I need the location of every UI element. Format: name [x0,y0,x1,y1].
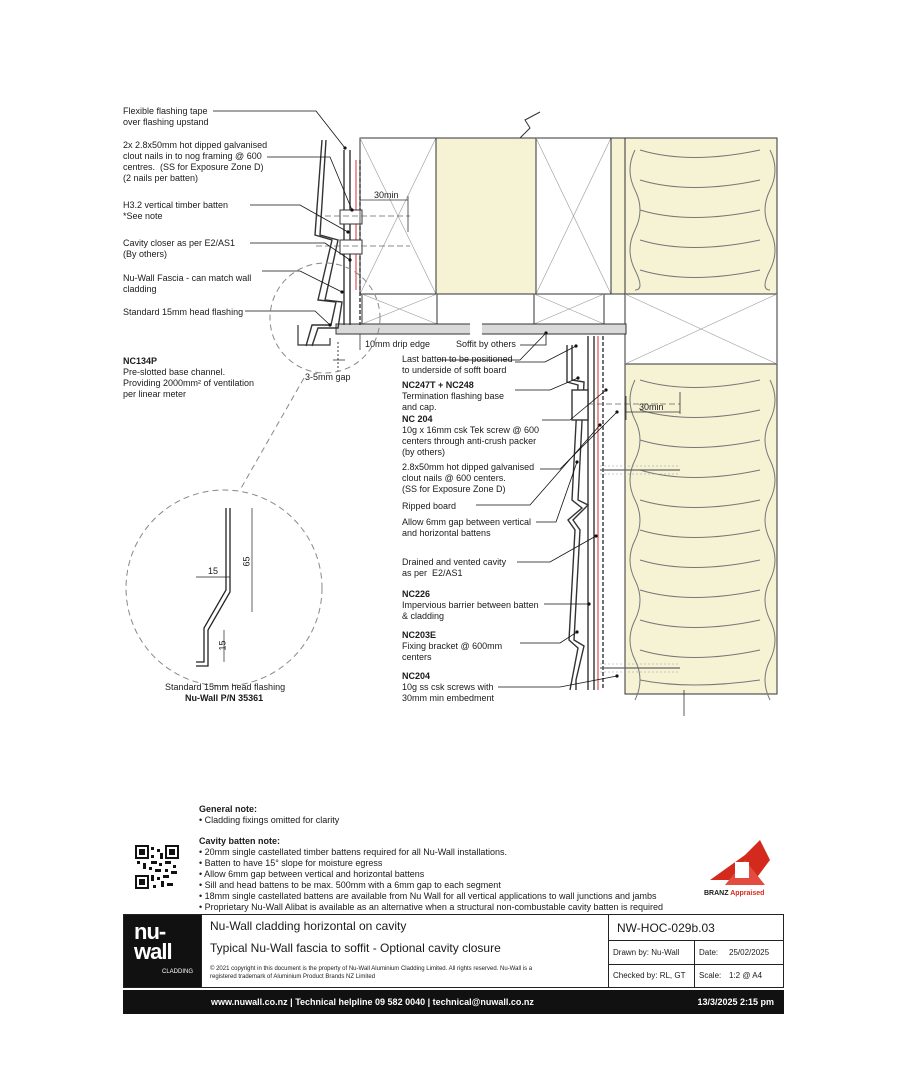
label-gap: 3-5mm gap [305,372,351,382]
label-drained-cavity: Drained and vented cavity as per E2/AS1 [402,557,507,578]
label-last-batten: Last batten to be positioned to underside of sofft board [402,354,513,375]
label-nc226-desc: Impervious barrier between batten & cladding [402,600,539,621]
drawing-number-cell [608,915,783,941]
drawn-by-cell: Drawn by: Nu-Wall [608,941,694,965]
label-nc204-code: NC 204 [402,414,433,424]
footer-timestamp: 13/3/2025 2:15 pm [697,997,774,1007]
label-soffit: Soffit by others [456,339,516,349]
label-nc204-desc: 10g x 16mm csk Tek screw @ 600 centers through anti-crush packer (by others) [402,425,540,457]
label-clout-nails-lower: 2.8x50mm hot dipped galvanised clout nails @ 600 centers. (SS for Exposure Zone D) [402,462,535,494]
label-ripped-board: Ripped board [402,501,457,511]
label-nc203e-desc: Fixing bracket @ 600mm centers [402,641,503,662]
label-cavity-closer: Cavity closer as per E2/AS1 (By others) [123,238,236,259]
detail-dim-65: 65 [241,556,252,567]
dim-30min-top: 30min [374,190,399,200]
label-nc204b-code: NC204 [402,671,431,681]
label-head-flashing: Standard 15mm head flashing [123,307,244,317]
checked-by-cell: Checked by: RL, GT [608,965,694,987]
detail-dim-15b: 15 [217,640,228,651]
label-fascia: Nu-Wall Fascia - can match wall cladding [123,273,252,294]
label-drip-edge: 10mm drip edge [365,339,431,349]
detail-dim-15a: 15 [208,566,219,576]
notes-block [199,804,663,913]
nuwall-logo: nu- wall CLADDING [124,915,201,987]
upper-framing [360,112,625,294]
batten-note-item: • Proprietary Nu-Wall Alibat is available as an alternative when a structural non-combustable cavity batten is required [199,902,664,912]
branz-name: BRANZ Appraised [704,890,765,897]
title-cell [201,915,608,987]
footer-bar [123,990,784,1014]
qr-code-icon[interactable] [135,845,179,889]
label-nc203e-code: NC203E [402,630,437,640]
label-gap-6mm: Allow 6mm gap between vertical and horizontal battens [402,517,532,538]
drawing-number: NW-HOC-029b.03 [617,921,715,935]
batten-note-item: • Sill and head battens to be max. 500mm with a 6mm gap to each segment [199,880,501,890]
label-vertical-batten: H3.2 vertical timber batten *See note [123,200,229,221]
dim-30min-right: 30min [639,402,664,412]
branz-logo [710,840,770,885]
insulation-right [625,138,777,700]
label-flexible-tape: Flexible flashing tape over flashing upstand [123,106,209,127]
detail-caption: Standard 15mm head flashing [165,682,286,692]
label-nc204b-desc: 10g ss csk screws with 30mm min embedment [402,682,495,703]
title-block [123,914,784,988]
batten-note-item: • Batten to have 15° slope for moisture egress [199,858,383,868]
batten-note-item: • 18mm single castellated battens are available from Nu Wall for all vertical applications to wall junctions and jambs [199,891,657,901]
label-nc226-code: NC226 [402,589,431,599]
label-nc247-desc: Termination flashing base and cap. [402,391,505,412]
date-cell: Date: 25/02/2025 [694,941,783,965]
scale-cell: Scale: 1:2 @ A4 [694,965,783,987]
general-note-heading: General note: [199,804,258,814]
label-nc247-code: NC247T + NC248 [402,380,474,390]
general-note-item: • Cladding fixings omitted for clarity [199,815,340,825]
drawing-title-2: Typical Nu-Wall fascia to soffit - Optional cavity closure [210,941,501,955]
detail-part-number: Nu-Wall P/N 35361 [185,693,264,703]
copyright-text: © 2021 copyright in this document is the property of Nu-Wall Aluminium Cladding Limited. All rights reserved. Nu-Wall is a registered trademark of Aluminium Product Brands NZ Limited [210,966,533,980]
drawing-title-1: Nu-Wall cladding horizontal on cavity [210,919,407,933]
footer-contact[interactable]: www.nuwall.co.nz | Technical helpline 09 582 0040 | technical@nuwall.co.nz [211,997,534,1007]
label-clout-nails-upper: 2x 2.8x50mm hot dipped galvanised clout nails in to nog framing @ 600 centres. (SS for Exposure Zone D) (2 nails per batten) [123,140,268,183]
label-nc134p-code: NC134P [123,356,158,366]
batten-note-item: • Allow 6mm gap between vertical and horizontal battens [199,869,425,879]
batten-note-heading: Cavity batten note: [199,836,281,846]
label-nc134p-desc: Pre-slotted base channel. Providing 2000mm² of ventilation per linear meter [123,367,255,399]
batten-note-item: • 20mm single castellated timber battens required for all Nu-Wall installations. [199,847,507,857]
